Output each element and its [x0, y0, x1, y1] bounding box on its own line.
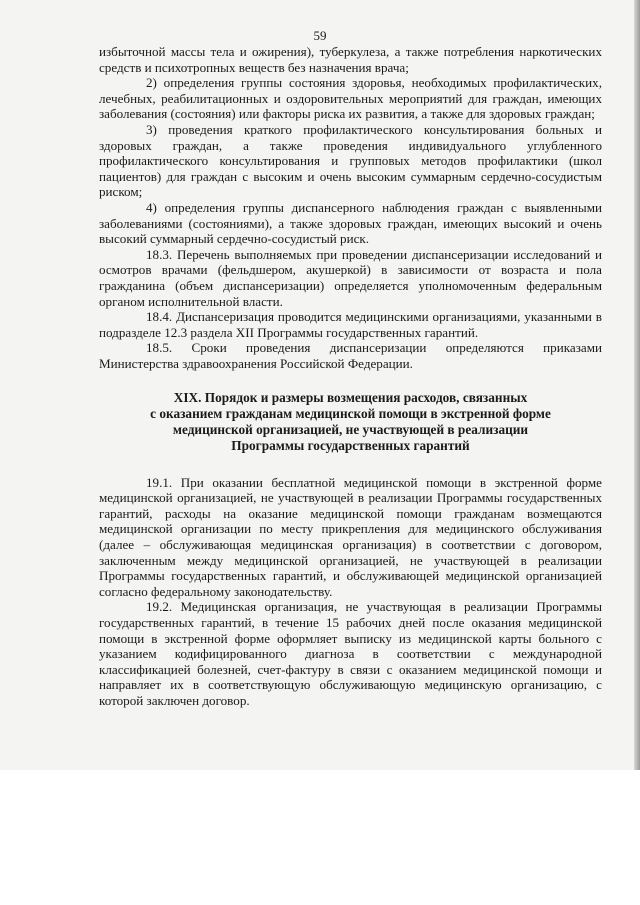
paragraph-continuation: избыточной массы тела и ожирения), туберкулеза, а также потребления наркотических средств и психотропных веществ без назначения врача; [99, 44, 602, 75]
section-heading-line: Программы государственных гарантий [231, 437, 470, 453]
page-body [99, 44, 602, 709]
section-heading-line: медицинской организацией, не участвующей в реализации [172, 422, 529, 438]
paragraph-18-3: 18.3. Перечень выполняемых при проведении диспансеризации исследований и осмотров врачами (фельдшером, акушеркой) в зависимости от возраста и пола гражданина (объем диспансеризации) определяется уполномоченным федеральным органом исполнительной власти. [99, 246, 602, 309]
section-heading-line: XIX. Порядок и размеры возмещения расходов, связанных [173, 390, 528, 406]
paragraph-18-5: 18.5. Сроки проведения диспансеризации определяются приказами Министерства здравоохранения Российской Федерации. [99, 340, 602, 371]
paragraph-item-2: 2) определения группы состояния здоровья, необходимых профилактических, лечебных, реабилитационных и оздоровительных мероприятий для граждан, имеющих заболевания (состояния) или факторы риска их развития, а также для здоровых граждан; [99, 75, 602, 122]
paragraph-18-4: 18.4. Диспансеризация проводится медицинскими организациями, указанными в подразделе 12.3 раздела XII Программы государственных гарантий. [99, 309, 602, 340]
page-number: 59 [313, 28, 327, 43]
paragraph-19-1: 19.1. При оказании бесплатной медицинской помощи в экстренной форме медицинской организацией, не участвующей в реализации Программы государственных гарантий, расходы на оказание медицинской помощи гражданам возмещаются медицинской организации по месту прикрепления для медицинского обслуживания (далее – обслуживающая медицинская организация) в соответствии с договором, заключенным между медицинской организацией, не участвующей в реализации Программы государственных гарантий, и обслуживающей медицинской организацией согласно федеральному законодательству. [99, 474, 602, 599]
paragraph-19-2: 19.2. Медицинская организация, не участвующая в реализации Программы государственных гарантий, в течение 15 рабочих дней после оказания медицинской помощи в экстренной форме оформляет выписку из медицинской карты больного с указанием кодифицированного диагноза в соответствии с международной классификацией болезней, счет-фактуру в связи с оказанием медицинской помощи и направляет их в соответствующую обслуживающую медицинскую организацию, с которой заключен договор. [99, 599, 602, 708]
scan-edge-shadow [634, 0, 640, 770]
section-heading [99, 390, 602, 453]
section-heading-line: с оказанием гражданам медицинской помощи в экстренной форме [150, 406, 551, 422]
paragraph-item-3: 3) проведения краткого профилактического консультирования больных и здоровых граждан, а также проведения индивидуального углубленного профилактического консультирования и групповых методов профилактики (школ пациентов) для граждан с высоким и очень высоким суммарным сердечно-сосудистым риском; [99, 121, 602, 200]
paragraph-item-4: 4) определения группы диспансерного наблюдения граждан с выявленными заболеваниями (состояниями), а также здоровых граждан, имеющих высокий и очень высокий суммарный сердечно-сосудистый риск. [99, 199, 602, 247]
